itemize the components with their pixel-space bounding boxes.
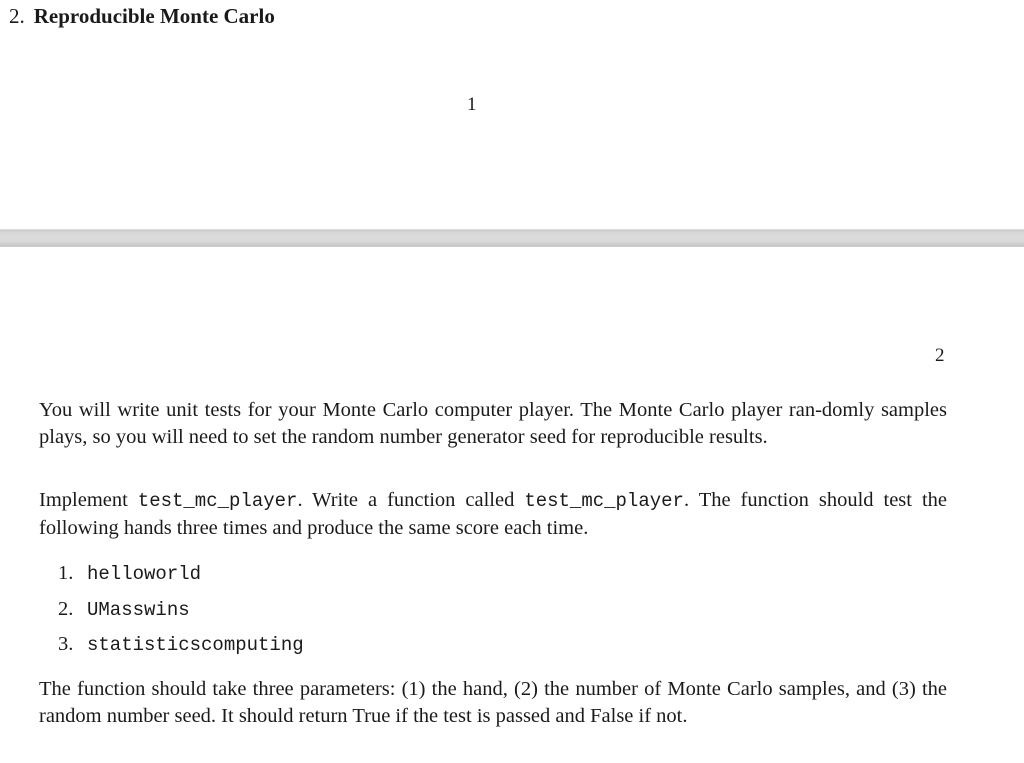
- list-item: [58, 596, 304, 632]
- hand-code: helloworld: [87, 563, 202, 585]
- section-title: Reproducible Monte Carlo: [33, 4, 275, 28]
- paragraph-text: Implement: [39, 489, 138, 511]
- hand-code: statisticscomputing: [87, 634, 304, 656]
- document-page-2: [0, 247, 1024, 763]
- page-number: 1: [467, 94, 477, 115]
- list-item-number: 2.: [58, 597, 74, 620]
- section-number: 2.: [9, 4, 25, 28]
- page-separator: [0, 229, 1024, 247]
- list-item: [58, 631, 304, 667]
- paragraph-text: . The function should test the following hands three times and produce the same score each time.: [39, 489, 947, 539]
- function-name-code: test_mc_player: [524, 490, 684, 512]
- page-number: 2: [935, 345, 945, 366]
- hands-list: [58, 560, 304, 667]
- intro-paragraph: You will write unit tests for your Monte Carlo computer player. The Monte Carlo player ran-domly samples plays, so you will need to set the random number generator seed for reproducible results.: [39, 399, 947, 448]
- list-item: [58, 560, 304, 596]
- list-item-number: 1.: [58, 562, 74, 584]
- function-name-code: test_mc_player: [137, 490, 298, 512]
- list-item-number: 3.: [58, 633, 74, 655]
- hand-code: UMasswins: [87, 598, 190, 621]
- parameters-paragraph: The function should take three parameters: (1) the hand, (2) the number of Monte Carlo samples, and (3) the random number seed. It should return True if the test is passed and False if not.: [39, 678, 947, 727]
- paragraph-text: . Write a function called: [297, 489, 525, 511]
- section-heading: [9, 4, 275, 28]
- document-page-1: [0, 0, 1024, 229]
- implement-paragraph: [39, 487, 947, 542]
